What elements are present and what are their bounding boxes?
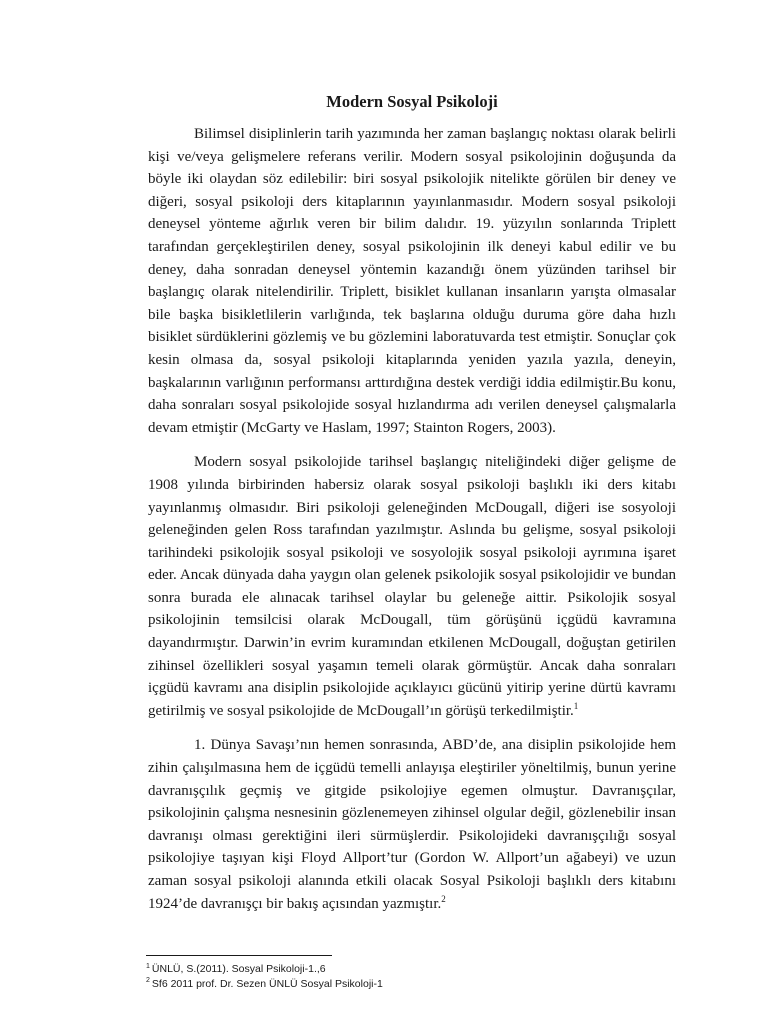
footnote-2-number: 2 xyxy=(146,977,150,984)
paragraph-2-text: Modern sosyal psikolojide tarihsel başlangıç niteliğindeki diğer gelişme de 1908 yılında birbirinden habersiz olarak sosyal psikoloji başlıklı iki ders kitabı yayınlanmış olmasıdır. Biri psikoloji geleneğinden McDougall, diğeri ise sosyoloji geleneğinden gelen Ross tarafından yazılmıştır. Aslında bu gelişme, sosyal psikoloji tarihindeki psikolojik sosyal psikoloji ve sosyolojik sosyal psikoloji ayrımına işaret eder. Ancak dünyada daha yaygın olan gelenek psikolojik sosyal psikolojidir ve bundan sonra burada ele alınacak tarihsel olaylar bu geleneğe aittir. Psikolojik sosyal psikolojinin temsilcisi olarak McDougall, tüm görüşünü içgüdü kavramına dayandırmıştır. Darwin’in evrim kuramından etkilenen McDougall, doğuştan getirilen zihinsel özellikleri sosyal yaşamın temeli olarak görmüştür. Ancak daha sonraları içgüdü kavramı ana disiplin psikolojide açıklayıcı gücünü yitirip yerine dürtü kavramı getirilmiş ve sosyal psikolojide de McDougall’ın görüşü terkedilmiştir. xyxy=(148,454,676,719)
page-title: Modern Sosyal Psikoloji xyxy=(326,92,498,111)
footnote-ref-1[interactable]: 1 xyxy=(573,700,579,711)
footnote-2-text: Sf6 2011 prof. Dr. Sezen ÜNLÜ Sosyal Psikoloji-1 xyxy=(151,977,383,990)
paragraph-2 xyxy=(148,451,676,722)
paragraph-3 xyxy=(148,734,676,915)
paragraph-1 xyxy=(148,123,676,439)
footnote-divider xyxy=(146,955,332,956)
document-body xyxy=(148,88,676,927)
paragraph-1-text: Bilimsel disiplinlerin tarih yazımında her zaman başlangıç noktası olarak belirli kişi ve/veya gelişmelere referans verilir. Modern sosyal psikolojinin doğuşunda da böyle iki olaydan söz edilebilir: biri sosyal psikolojik nitelikte görülen bir deney ve diğeri, sosyal psikoloji ders kitaplarının yayınlanmasıdır. Modern sosyal psikoloji deneysel yönteme ağırlık veren bir bilim dalıdır. 19. yüzyılın sonlarında Triplett tarafından gerçekleştirilen deney, sosyal psikolojinin ilk deneyi kabul edilir ve bu deney, daha sonradan deneysel yöntemin kazandığı önem yüzünden tarihsel bir başlangıç olarak nitelendirilir. Triplett, bisiklet kullanan insanların yarışta olmasalar bile başka bisikletlilerin varlığında, tek başlarına olduğu duruma göre daha hızlı bisiklet sürdüklerini gözlemiş ve bu gözlemini laboratuvarda test etmiştir. Sonuçlar çok kesin olmasa da, sosyal psikoloji kitaplarında yeniden yazıla yazıla, deneyin, başkalarının varlığının performansı arttırdığına destek verdiği iddia edilmiştir.Bu konu, daha sonraları sosyal psikolojide sosyal hızlandırma adı verilen deneysel çalışmalarla devam etmiştir (McGarty ve Haslam, 1997; Stainton Rogers, 2003). xyxy=(148,126,676,436)
footnote-ref-2[interactable]: 2 xyxy=(441,893,446,904)
footnote-1-text: ÜNLÜ, S.(2011). Sosyal Psikoloji-1.,6 xyxy=(151,963,326,975)
footnote-1 xyxy=(146,962,666,977)
footnotes-section xyxy=(146,962,666,991)
paragraph-3-text: 1. Dünya Savaşı’nın hemen sonrasında, ABD’de, ana disiplin psikolojide hem zihin çalışılmasına hem de içgüdü temelli anlayışa eleştiriler yöneltilmiş, bunun yerine davranışçılık geçmiş ve gitgide psikolojiye egemen olmuştur. Davranışçılar, psikolojinin çalışma nesnesinin gözlenemeyen zihinsel olgular değil, gözlenebilir insan davranışı olması gerektiğini ileri sürmüşlerdir. Psikolojideki davranışçılığı sosyal psikolojiye taşıyan kişi Floyd Allport’tur (Gordon W. Allport’un ağabeyi) ve uzun zaman sosyal psikoloji alanında etkili olacak Sosyal Psikoloji başlıklı ders kitabını 1924’de davranışçı bir bakış açısından yazmıştır. xyxy=(148,737,676,912)
footnote-1-number: 1 xyxy=(146,962,150,970)
footnote-2 xyxy=(146,977,666,992)
